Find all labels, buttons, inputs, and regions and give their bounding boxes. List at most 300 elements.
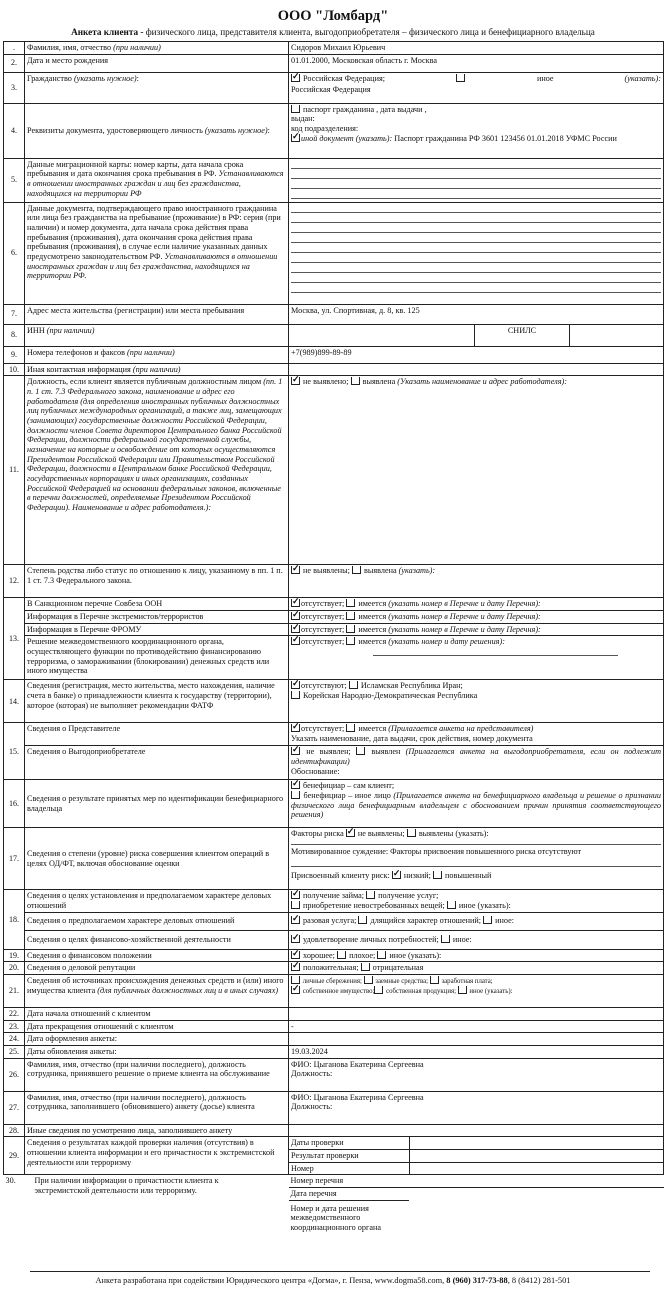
label-text: Номера телефонов и факсов — [27, 347, 128, 357]
update-dates-value[interactable]: 19.03.2024 — [289, 1045, 664, 1058]
risk-high-label: повышенный — [445, 870, 492, 880]
row-17 — [4, 828, 664, 890]
fatf-absent-label: отсутствуют; — [301, 681, 347, 691]
absent-label: отсутствует; — [301, 611, 345, 621]
row-5 — [4, 158, 664, 202]
row-13b — [4, 610, 664, 623]
absent-label: отсутствует; — [301, 637, 345, 647]
business-personal-checkbox[interactable] — [291, 935, 300, 943]
funds-source-cell — [289, 974, 664, 1007]
other-document-value[interactable]: Паспорт гражданина РФ 3601 123456 01.01.2018 УФМС России — [392, 133, 617, 143]
row-3 — [4, 72, 664, 103]
label-text: Должность, если клиент является публичным должностным лицом — [27, 377, 264, 387]
risk-reasoning[interactable]: Мотивированное суждение: Факторы присвоения повышенного риска отсутствуют — [291, 846, 582, 856]
birth-value[interactable]: 01.01.2000, Московская область г. Москва — [289, 54, 664, 72]
pep-no-label: не выявлено; — [303, 377, 349, 387]
citizenship-value-cell — [289, 72, 664, 103]
blank-line[interactable] — [291, 224, 661, 233]
representative-absent-checkbox[interactable] — [291, 724, 300, 732]
fatf-iran-checkbox[interactable] — [349, 681, 358, 689]
representative-details[interactable]: Указать наименование, дата выдачи, срок действия, номер документа — [291, 733, 533, 743]
present-label: имеется — [358, 599, 389, 609]
row-22 — [4, 1007, 664, 1020]
source-products-checkbox[interactable] — [374, 986, 383, 994]
field-label-fatf: Сведения (регистрация, место жительства, место нахождения, наличие счета в банке) о принадлежности клиента к государству (территории), которое (которая) не выполняет рекомендации ФАТФ — [25, 680, 289, 723]
business-goals-cell — [289, 930, 664, 949]
row-9 — [4, 346, 664, 363]
residence-permit-cell — [289, 202, 664, 304]
label-tail: : — [136, 73, 139, 83]
un-sanctions-absent-checkbox[interactable] — [291, 599, 300, 607]
fatf-cell — [289, 680, 664, 723]
field-label-update-dates: Даты обновления анкеты: — [25, 1045, 289, 1058]
source-salary-label: заработная плата; — [441, 977, 493, 985]
field-label-other-info: Иные сведения по усмотрению лица, заполнившего анкету — [25, 1124, 289, 1137]
field-label-un-sanctions: В Санкционном перечне Совбеза ООН — [25, 598, 289, 611]
ubo-other-checkbox[interactable] — [291, 791, 300, 799]
freeze-absent-checkbox[interactable] — [291, 637, 300, 645]
row-number: 26. — [4, 1058, 25, 1091]
representative-cell — [289, 723, 664, 746]
row-number: 25. — [4, 1045, 25, 1058]
pep-no-checkbox[interactable] — [291, 377, 300, 385]
nature-other-label: иное: — [495, 916, 514, 926]
row-2 — [4, 54, 664, 72]
field-label-business-goals: Сведения о целях финансово-хозяйственной деятельности — [25, 930, 289, 949]
fatf-iran-label: Исламская Республика Иран; — [360, 681, 463, 691]
nature-single-checkbox[interactable] — [291, 916, 300, 924]
present-note: (указать номер в Перечне и дату Перечня): — [388, 599, 541, 609]
blank-line[interactable] — [291, 274, 661, 283]
decision-employee-name[interactable]: ФИО: Цыганова Екатерина Сергеевна — [291, 1059, 424, 1069]
row-28 — [4, 1124, 664, 1137]
field-label-fromu: Информация в Перечне ФРОМУ — [25, 623, 289, 636]
field-label-representative: Сведения о Представителе — [25, 723, 289, 746]
reputation-negative-checkbox[interactable] — [361, 963, 370, 971]
finance-other-label: иное (указать): — [389, 950, 442, 960]
goal-unclaimed-checkbox[interactable] — [291, 901, 300, 909]
row-15a — [4, 723, 664, 746]
field-label-reputation: Сведения о деловой репутации — [25, 962, 289, 975]
label-note: (указать нужное) — [73, 73, 137, 83]
contacts-value[interactable] — [289, 363, 664, 376]
representative-absent-label: отсутствует; — [301, 724, 345, 734]
blank-line[interactable] — [291, 264, 661, 273]
source-other-checkbox[interactable] — [458, 986, 467, 994]
source-other-label: иное (указать): — [469, 987, 513, 995]
blank-line[interactable] — [291, 180, 661, 189]
finance-good-checkbox[interactable] — [291, 951, 300, 959]
decision-label: Номер и дата решения межведомственного координационного органа — [290, 1203, 382, 1232]
footer-text: Анкета разработана при содействии Юридического центра «Догма», г. Пенза, www.dogma58.com, — [95, 1276, 447, 1285]
freeze-present-checkbox[interactable] — [346, 637, 355, 645]
row-number: 29. — [4, 1137, 25, 1175]
field-label-form-date: Дата оформления анкеты: — [25, 1033, 289, 1046]
goal-services-label: получение услуг; — [378, 891, 439, 901]
finance-good-label: хорошее; — [303, 950, 335, 960]
finance-other-checkbox[interactable] — [377, 951, 386, 959]
row-number: 2. — [4, 54, 25, 72]
row-number: 28. — [4, 1124, 25, 1137]
row-number: 20. — [4, 962, 25, 975]
row-19 — [4, 949, 664, 962]
source-savings-label: личные сбережения; — [302, 977, 362, 985]
pep-yes-checkbox[interactable] — [351, 377, 360, 385]
risk-factors-none-checkbox[interactable] — [346, 829, 355, 837]
row-number: 19. — [4, 949, 25, 962]
field-label-citizenship — [25, 72, 289, 103]
footer-phone: 8 (960) 317-73-88 — [446, 1276, 508, 1285]
kinship-yes-label: выявлена — [363, 566, 399, 576]
extremists-absent-checkbox[interactable] — [291, 612, 300, 620]
client-form-table — [3, 41, 664, 1235]
goal-services-checkbox[interactable] — [366, 891, 375, 899]
row-7 — [4, 304, 664, 324]
inn-snils-cell — [289, 324, 664, 346]
label-note: (пп. 1 п. 1 ст. 7.3 Федерального закона, наименование и адрес его работодателя (для определения иностранных публичных должностных лиц публичных международных организаций, а также лиц, замещающих (занимающих) государственные должности Российской Федерации, должности членов Совета директоров Центрального банка Российской Федерации, должности федеральной государственной службы, назначение на которые и освобождение от которых осуществляются Президентом Российской Федерации или Правительством Российской Федерации, должности в Центральном банке Российской Федерации, государственных корпорациях и иных организациях, созданных Российской Федерацией на основании федеральных законов, включенные в перечни должностей, определяемые Президентом Российской Федерации). Наименование и адрес работодателя.): — [27, 377, 283, 512]
blank-line[interactable] — [291, 170, 661, 179]
row-number: 5. — [4, 158, 25, 202]
row-4 — [4, 103, 664, 158]
nature-ongoing-label: длящийся характер отношений; — [370, 916, 482, 926]
blank-line[interactable] — [291, 214, 661, 223]
fromu-cell — [289, 623, 664, 636]
fromu-present-checkbox[interactable] — [346, 625, 355, 633]
row-number: 7. — [4, 304, 25, 324]
representative-present-note: (Прилагается анкета на представителя) — [388, 724, 534, 734]
row-number: 4. — [4, 103, 25, 158]
inn-value[interactable] — [289, 325, 474, 346]
assigned-risk-label: Присвоенный клиенту риск: — [291, 870, 390, 880]
check-number-label: Номер — [289, 1162, 409, 1174]
present-note: (указать номер в Перечне и дату Перечня): — [388, 611, 541, 621]
row-number: 16. — [4, 780, 25, 828]
company-name: ООО "Ломбард" — [277, 8, 389, 24]
beneficiary-absent-label: не выявлен; — [306, 747, 351, 757]
check-result-value[interactable] — [409, 1149, 663, 1162]
form-title: Анкета клиента - — [71, 27, 144, 37]
blank-line[interactable] — [291, 244, 661, 253]
citizenship-other-checkbox[interactable] — [456, 74, 465, 82]
end-date-value[interactable]: - — [289, 1020, 664, 1033]
pep-cell — [289, 376, 664, 565]
present-note: (указать номер в Перечне и дату Перечня): — [388, 624, 541, 634]
extremists-present-checkbox[interactable] — [346, 612, 355, 620]
issued-by-line: выдан: — [291, 114, 315, 124]
beneficiary-justification[interactable]: Обоснование: — [291, 766, 340, 776]
finance-bad-label: плохое; — [349, 950, 376, 960]
field-label-ubo: Сведения о результате принятых мер по идентификации бенефициарного владельца — [25, 780, 289, 828]
field-label-id-document — [25, 103, 289, 158]
citizenship-other-label: иное — [536, 73, 554, 83]
row-number: 22. — [4, 1007, 25, 1020]
label-note: (при наличии) — [46, 325, 95, 335]
row-18b — [4, 912, 664, 930]
label-note: (при наличии) — [127, 347, 175, 357]
beneficiary-present-label: выявлен — [371, 747, 406, 757]
relationship-nature-cell — [289, 912, 664, 930]
kinship-yes-note: (указать): — [398, 566, 436, 576]
row-11 — [4, 376, 664, 565]
row-18c — [4, 930, 664, 949]
field-label-birth: Дата и место рождения — [25, 54, 289, 72]
risk-factors-none-label: не выявлены; — [357, 829, 405, 839]
kinship-cell — [289, 565, 664, 598]
row-30 — [4, 1175, 664, 1235]
blank-line[interactable] — [373, 647, 618, 656]
other-info-value[interactable] — [289, 1124, 664, 1137]
relationship-goals-cell — [289, 890, 664, 912]
ubo-self-checkbox[interactable] — [291, 781, 300, 789]
row-27 — [4, 1091, 664, 1124]
reputation-negative-label: отрицательная — [372, 963, 424, 973]
form-subtitle-text: физического лица, представителя клиента, выгодоприобретателя – физического лица и бенефициарного владельца — [143, 27, 595, 37]
footer-phone-extra: , 8 (8412) 281-501 — [507, 1276, 571, 1285]
row-14 — [4, 680, 664, 723]
blank-line[interactable] — [291, 204, 661, 213]
label-text: Сведения об источниках происхождения денежных средств и (или) иного имущества клиента — [27, 975, 284, 995]
label-text: Иная контактная информация — [27, 364, 133, 374]
business-other-checkbox[interactable] — [441, 935, 450, 943]
checks-cell — [289, 1137, 664, 1175]
present-note: (указать номер и дату решения): — [388, 637, 505, 647]
migration-card-cell — [289, 158, 664, 202]
form-date-value[interactable] — [289, 1033, 664, 1046]
representative-present-label: имеется — [358, 724, 389, 734]
beneficiary-present-checkbox[interactable] — [356, 747, 365, 755]
row-10 — [4, 363, 664, 376]
field-label-checks: Сведения о результатах каждой проверки наличия (отсутствия) в отношении клиента информации и его причастности к экстремистской деятельности или терроризму — [25, 1137, 289, 1175]
row-13a — [4, 598, 664, 611]
row-15b — [4, 746, 664, 780]
risk-high-checkbox[interactable] — [433, 871, 442, 879]
check-dates-value[interactable] — [409, 1137, 663, 1149]
field-label-residence-permit — [25, 202, 289, 304]
risk-factors-found-label: выявлены (указать): — [418, 829, 489, 839]
row-23 — [4, 1020, 664, 1033]
label-text: Данные документа, подтверждающего право иностранного гражданина или лица без гражданства на пребывание (проживание) в РФ: серия (при наличии) и номер документа, дата начала срока действия права пребывания (проживания), дата окончания срока действия права пребывания (проживания), в случае если наличие указанных данных предусмотрено законодательством РФ. — [27, 203, 281, 261]
row-13c — [4, 623, 664, 636]
field-label-inn — [25, 324, 289, 346]
row-26 — [4, 1058, 664, 1091]
fatf-absent-checkbox[interactable] — [291, 681, 300, 689]
fatf-dprk-checkbox[interactable] — [291, 691, 300, 699]
absent-label: отсутствует; — [301, 624, 345, 634]
id-document-cell — [289, 103, 664, 158]
present-label: имеется — [358, 637, 389, 647]
list-date-label: Дата перечня — [289, 1188, 409, 1201]
checks-subtable — [289, 1137, 663, 1174]
row-20 — [4, 962, 664, 975]
ubo-other-label: бенефициар – иное лицо — [303, 790, 394, 800]
footer-note — [0, 1276, 666, 1286]
financial-status-cell — [289, 949, 664, 962]
passport-checkbox[interactable] — [291, 105, 300, 113]
reputation-positive-label: положительная; — [303, 963, 359, 973]
label-text: Реквизиты документа, удостоверяющего личность — [27, 125, 205, 135]
source-products-label: собственная продукция; — [386, 987, 456, 995]
decision-employee-cell — [289, 1058, 664, 1091]
kinship-yes-checkbox[interactable] — [352, 566, 361, 574]
representative-present-checkbox[interactable] — [346, 724, 355, 732]
field-label-funds-source — [25, 974, 289, 1007]
field-label-end-date: Дата прекращения отношений с клиентом — [25, 1020, 289, 1033]
ubo-self-label: бенефициар – сам клиент; — [303, 781, 395, 791]
row-number: . — [4, 41, 25, 54]
citizenship-rf-checkbox[interactable] — [291, 74, 300, 82]
field-label-relationship-goals: Сведения о целях установления и предполагаемом характере деловых отношений — [25, 890, 289, 912]
row-number: 11. — [4, 376, 25, 565]
filling-employee-name[interactable]: ФИО: Цыганова Екатерина Сергеевна — [291, 1092, 424, 1102]
filling-employee-position[interactable]: Должность: — [291, 1102, 333, 1112]
check-dates-label: Даты проверки — [289, 1137, 409, 1149]
ubo-cell — [289, 780, 664, 828]
risk-factors-found-checkbox[interactable] — [407, 829, 416, 837]
citizenship-other-note: (указать): — [624, 73, 661, 83]
fatf-dprk-label: Корейская Народно-Демократическая Республика — [303, 690, 478, 700]
row-24 — [4, 1033, 664, 1046]
nature-single-label: разовая услуга; — [303, 916, 357, 926]
goal-unclaimed-label: приобретение невостребованных вещей; — [303, 900, 445, 910]
risk-low-checkbox[interactable] — [392, 871, 401, 879]
row-number: 15. — [4, 723, 25, 780]
blank-line[interactable] — [291, 254, 661, 263]
absent-label: отсутствует; — [301, 599, 345, 609]
row-number: 18. — [4, 890, 25, 949]
snils-value[interactable] — [569, 325, 663, 346]
start-date-value[interactable] — [289, 1007, 664, 1020]
label-text: Данные миграционной карты: номер карты, дата начала срока пребывания и дата окончания срока пребывания в РФ. — [27, 159, 244, 179]
division-code-line: код подразделения: — [291, 123, 359, 133]
un-sanctions-cell — [289, 598, 664, 611]
check-result-label: Результат проверки — [289, 1149, 409, 1162]
beneficiary-present-note: (Прилагается анкета на выгодоприобретателя, если он подлежит идентификации) — [291, 747, 662, 766]
row-8 — [4, 324, 664, 346]
business-other-label: иное: — [452, 934, 472, 944]
goal-other-checkbox[interactable] — [447, 901, 456, 909]
row-18a — [4, 890, 664, 912]
label-note: (при наличии) — [113, 42, 161, 52]
other-document-checkbox[interactable] — [291, 134, 300, 142]
business-personal-label: удовлетворение личных потребностей; — [303, 934, 439, 944]
beneficiary-cell — [289, 746, 664, 780]
present-label: имеется — [358, 611, 389, 621]
beneficiary-absent-checkbox[interactable] — [291, 747, 300, 755]
extremism-info-cell — [289, 1175, 664, 1235]
label-text: Фамилия, имя, отчество — [27, 42, 114, 52]
kinship-no-checkbox[interactable] — [291, 566, 300, 574]
row-number: 14. — [4, 680, 25, 723]
label-text: Гражданство — [27, 73, 74, 83]
reputation-positive-checkbox[interactable] — [291, 963, 300, 971]
row-21 — [4, 974, 664, 1007]
nature-other-checkbox[interactable] — [483, 916, 492, 924]
form-subtitle — [3, 27, 663, 38]
field-label-freeze-decision: Решение межведомственного координационного органа, осуществляющего функции по противодействию финансированию терроризма, о замораживании (блокировании) денежных средств или иного имущества — [25, 636, 289, 680]
row-29 — [4, 1137, 664, 1175]
field-label-full-name — [25, 41, 289, 54]
row-number: 9. — [4, 346, 25, 363]
source-salary-checkbox[interactable] — [430, 976, 439, 984]
field-label-start-date: Дата начала отношений с клиентом — [25, 1007, 289, 1020]
row-12 — [4, 565, 664, 598]
row-number: 13. — [4, 598, 25, 680]
goal-other-label: иное (указать): — [458, 900, 511, 910]
row-number: 3. — [4, 72, 25, 103]
phone-value[interactable]: +7(989)899-89-89 — [289, 346, 664, 363]
blank-line[interactable] — [291, 839, 661, 845]
footer-divider — [30, 1271, 650, 1272]
address-value[interactable]: Москва, ул. Спортивная, д. 8, кв. 125 — [289, 304, 664, 324]
field-label-relationship-nature: Сведения о предполагаемом характере деловых отношений — [25, 912, 289, 930]
freeze-decision-cell — [289, 636, 664, 680]
row-number: 8. — [4, 324, 25, 346]
field-label-filling-employee: Фамилия, имя, отчество (при наличии последнего), должность сотрудника, заполнившего (обновившего) анкету (досье) клиента — [25, 1091, 289, 1124]
blank-line[interactable] — [291, 234, 661, 243]
list-number-label: Номер перечня — [289, 1175, 664, 1188]
label-note: Устанавливаются в отношении иностранных граждан и лиц без гражданства, находящихся на территории РФ. — [27, 251, 278, 281]
extremists-cell — [289, 610, 664, 623]
source-loans-label: заемные средства; — [375, 977, 429, 985]
source-loans-checkbox[interactable] — [364, 976, 373, 984]
other-document-label: иной документ (указать): — [301, 133, 393, 143]
row-number: 27. — [4, 1091, 25, 1124]
row-16 — [4, 780, 664, 828]
risk-cell — [289, 828, 664, 890]
blank-line[interactable] — [291, 160, 661, 169]
reputation-cell — [289, 962, 664, 975]
row-25 — [4, 1045, 664, 1058]
row-number: 6. — [4, 202, 25, 304]
label-note: Устанавливаются в отношении иностранных граждан и лиц без гражданства, находящихся на территории РФ — [27, 169, 284, 198]
field-label-address: Адрес места жительства (регистрации) или места пребывания — [25, 304, 289, 324]
passport-line: паспорт гражданина , дата выдачи , — [303, 104, 427, 114]
field-label-financial-status: Сведения о финансовом положении — [25, 949, 289, 962]
fromu-absent-checkbox[interactable] — [291, 625, 300, 633]
field-label-risk: Сведения о степени (уровне) риска совершения клиентом операций в целях ОД/ФТ, включая обоснование оценки — [25, 828, 289, 890]
field-label-beneficiary: Сведения о Выгодоприобретателе — [25, 746, 289, 780]
full-name-value[interactable]: Сидоров Михаил Юрьевич — [289, 41, 664, 54]
blank-line[interactable] — [291, 857, 661, 867]
risk-factors-label: Факторы риска — [291, 829, 344, 839]
present-label: имеется — [358, 624, 389, 634]
label-note: (для публичных должностных лиц и в иных случаях) — [97, 985, 279, 995]
un-sanctions-present-checkbox[interactable] — [346, 599, 355, 607]
source-property-label: собственное имущество; — [302, 987, 375, 995]
field-label-pep — [25, 376, 289, 565]
field-label-kinship: Степень родства либо статус по отношению к лицу, указанному в пп. 1 п. 1 ст. 7.3 Федерального закона. — [25, 565, 289, 598]
blank-line[interactable] — [291, 284, 661, 293]
blank-line[interactable] — [291, 190, 661, 199]
label-note: (указать нужное) — [204, 125, 268, 135]
risk-low-label: низкий; — [403, 870, 431, 880]
decision-employee-position[interactable]: Должность: — [291, 1069, 333, 1079]
citizenship-rf-label: Российская Федерация; — [303, 73, 385, 83]
field-label-contacts — [25, 363, 289, 376]
goal-loan-label: получение займа; — [303, 891, 365, 901]
field-label-extremists: Информация в Перечне экстремистов/террористов — [25, 610, 289, 623]
field-label-extremism-info: При наличии информации о причастности клиента к экстремистской деятельности или терроризму. — [34, 1176, 219, 1195]
nature-ongoing-checkbox[interactable] — [358, 916, 367, 924]
finance-bad-checkbox[interactable] — [337, 951, 346, 959]
check-number-value[interactable] — [409, 1162, 663, 1174]
goal-loan-checkbox[interactable] — [291, 891, 300, 899]
citizenship-value[interactable]: Российская Федерация — [291, 85, 371, 95]
ubo-other-note: (Прилагается анкета на бенефициарного владельца и решение о признании физического лица бенефициарным владельцем с обоснованием причин принятия соответствующего решения) — [291, 790, 661, 820]
pep-yes-note: (Указать наименование и адрес работодателя): — [397, 377, 567, 387]
source-property-checkbox[interactable] — [291, 986, 300, 994]
row-13d — [4, 636, 664, 680]
